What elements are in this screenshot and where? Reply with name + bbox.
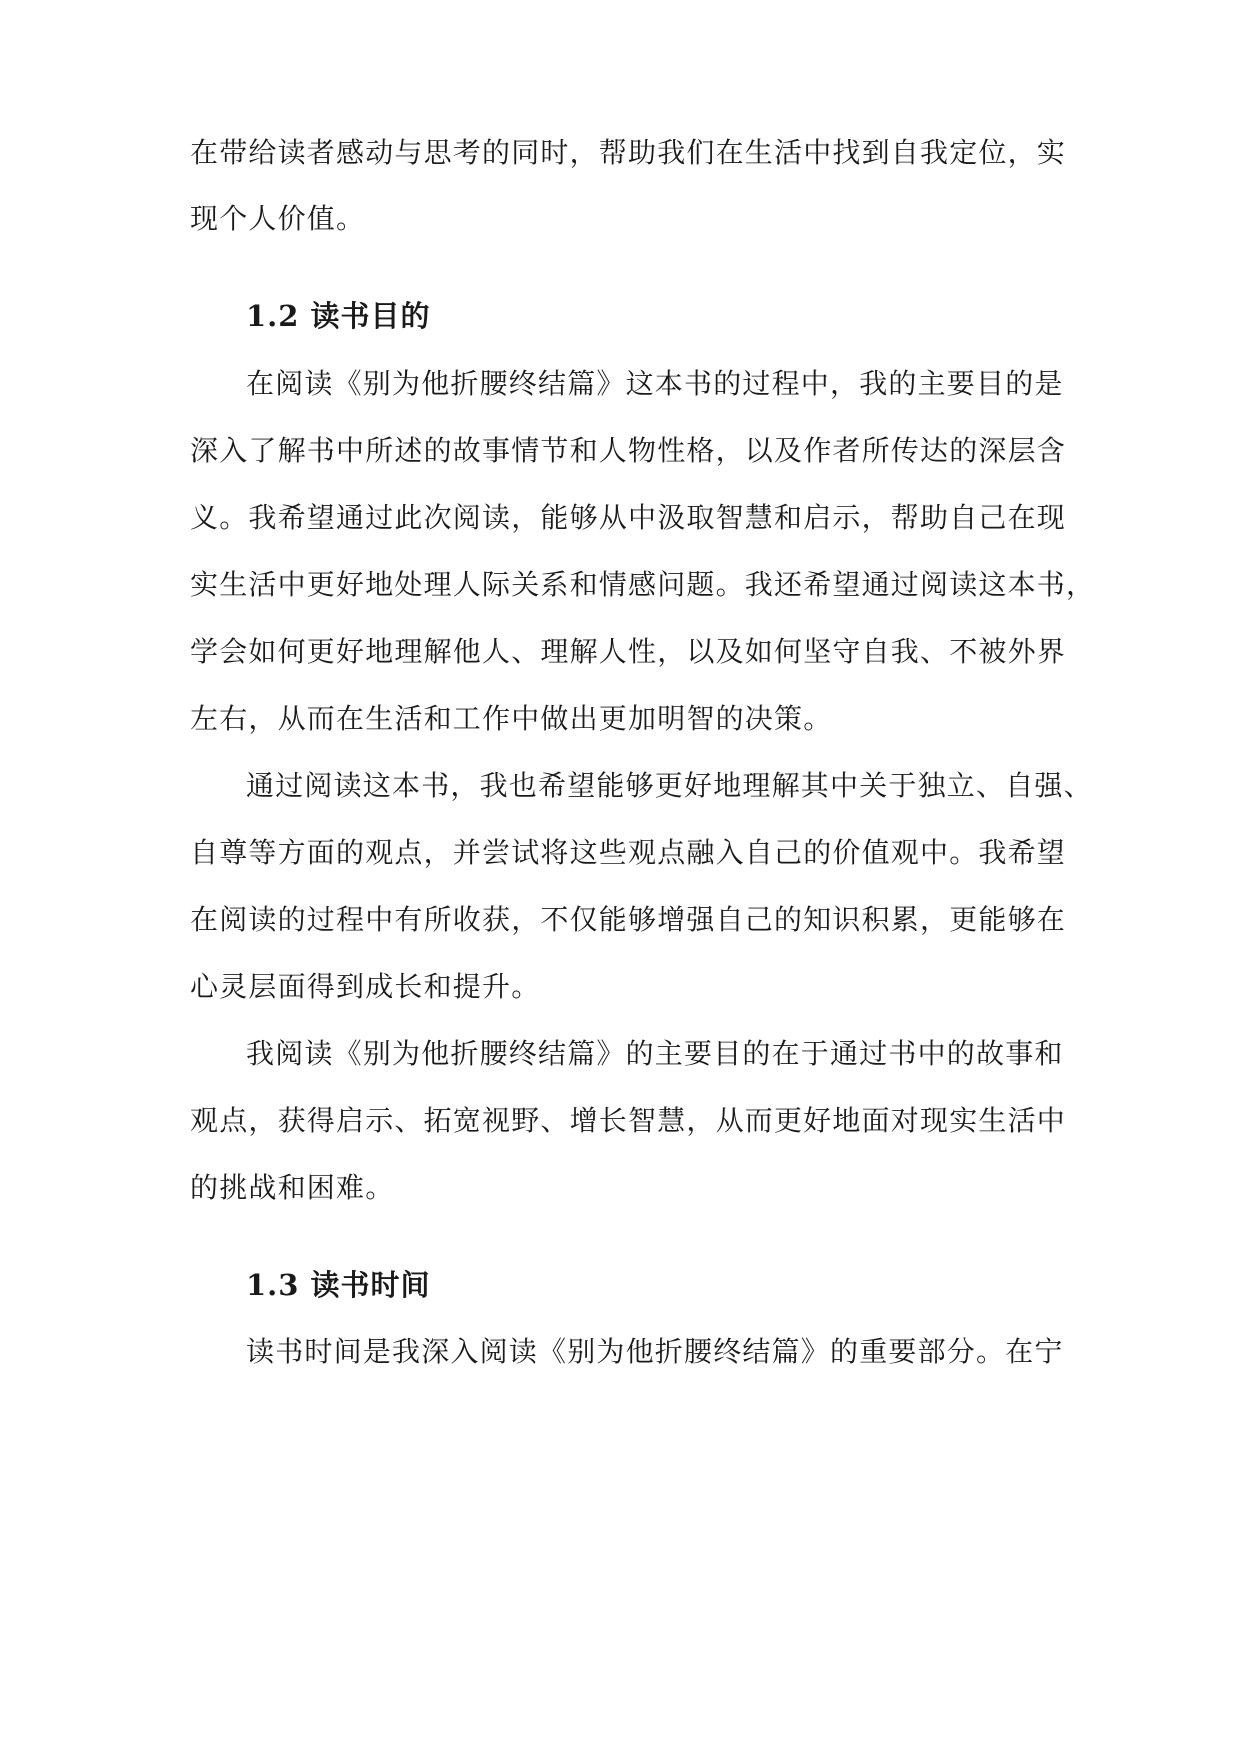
body-text-line: 学会如何更好地理解他人、理解人性，以及如何坚守自我、不被外界 — [190, 635, 1067, 668]
body-text-line: 在带给读者感动与思考的同时，帮助我们在生活中找到自我定位，实 — [190, 136, 1067, 169]
paragraph-first-line: 我阅读《别为他折腰终结篇》的主要目的在于通过书中的故事和 — [246, 1037, 1064, 1070]
body-text-line: 左右，从而在生活和工作中做出更加明智的决策。 — [190, 702, 833, 735]
paragraph-first-line: 在阅读《别为他折腰终结篇》这本书的过程中，我的主要目的是 — [246, 367, 1064, 400]
body-text-line: 的挑战和困难。 — [190, 1171, 395, 1204]
body-text-line: 深入了解书中所述的故事情节和人物性格，以及作者所传达的深层含 — [190, 434, 1067, 467]
body-text-line: 自尊等方面的观点，并尝试将这些观点融入自己的价值观中。我希望 — [190, 836, 1067, 869]
body-text-line: 观点，获得启示、拓宽视野、增长智慧，从而更好地面对现实生活中 — [190, 1104, 1067, 1137]
section-heading: 1.3 读书时间 — [246, 1268, 431, 1302]
body-text-line: 义。我希望通过此次阅读，能够从中汲取智慧和启示，帮助自己在现 — [190, 501, 1067, 534]
body-text-line: 心灵层面得到成长和提升。 — [190, 970, 541, 1003]
paragraph-first-line: 读书时间是我深入阅读《别为他折腰终结篇》的重要部分。在宁 — [246, 1335, 1064, 1368]
body-text-line: 实生活中更好地处理人际关系和情感问题。我还希望通过阅读这本书， — [190, 568, 1096, 601]
section-heading: 1.2 读书目的 — [246, 299, 431, 333]
paragraph-first-line: 通过阅读这本书，我也希望能够更好地理解其中关于独立、自强、 — [246, 769, 1093, 802]
body-text-line: 现个人价值。 — [190, 202, 366, 235]
body-text-line: 在阅读的过程中有所收获，不仅能够增强自己的知识积累，更能够在 — [190, 903, 1067, 936]
